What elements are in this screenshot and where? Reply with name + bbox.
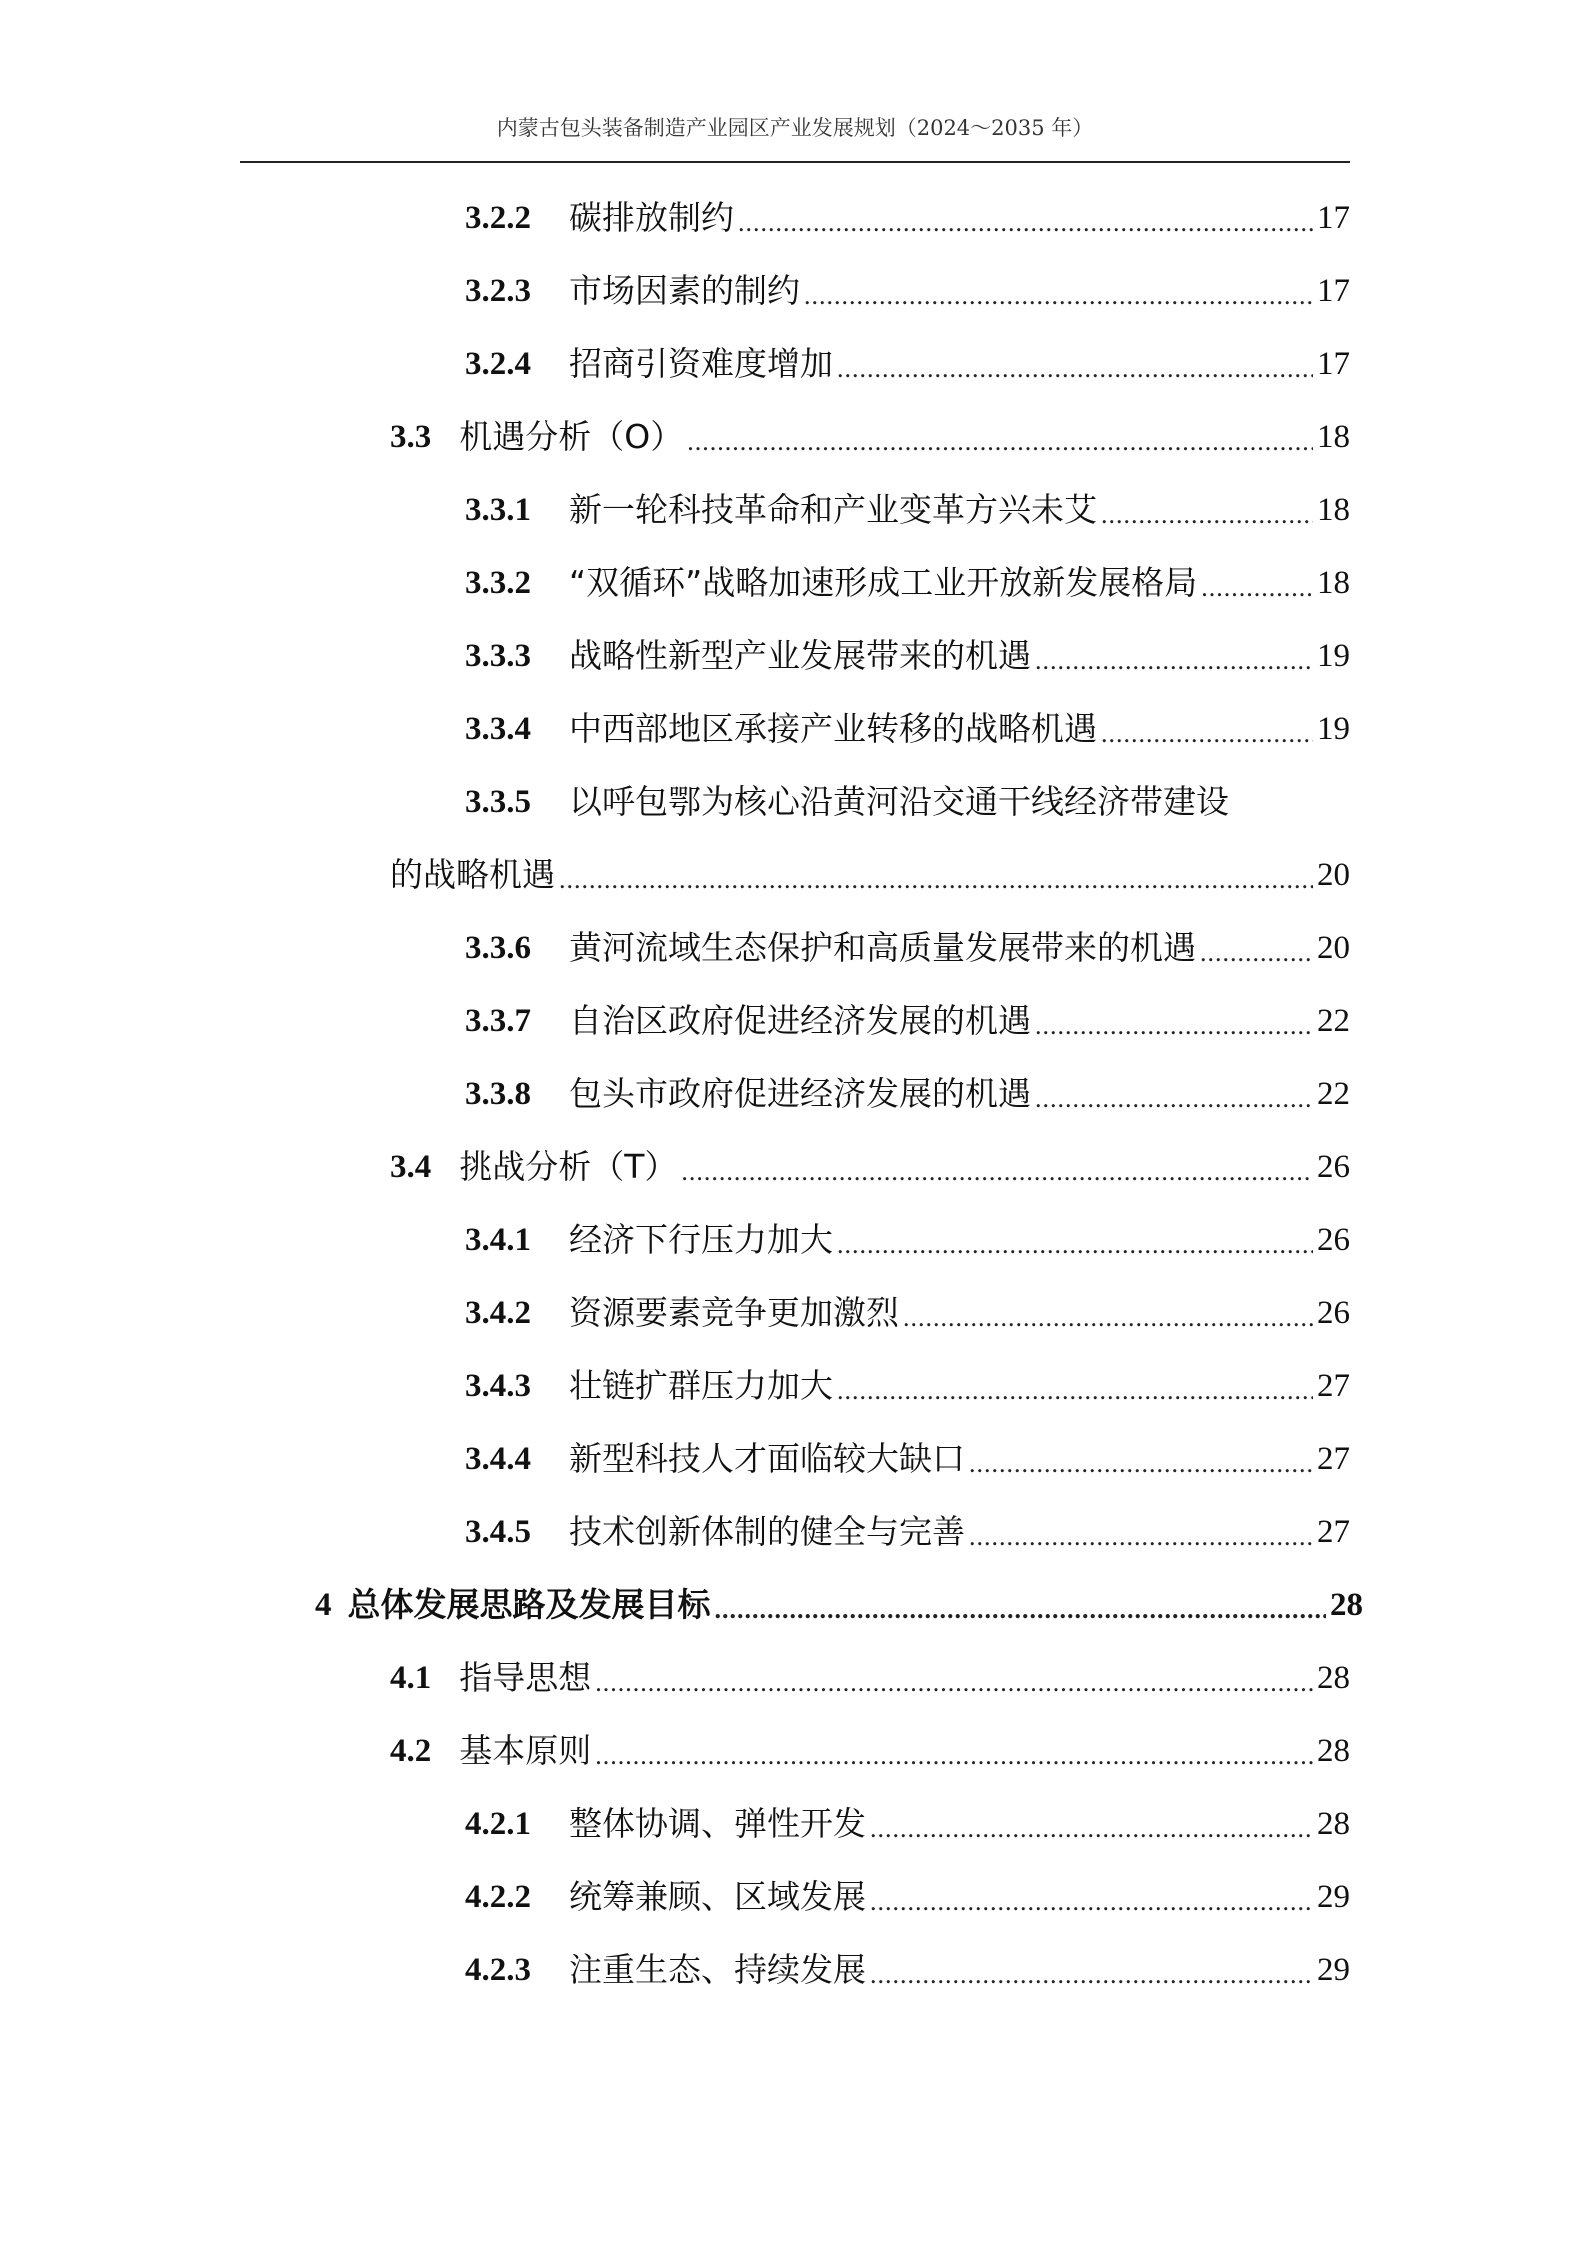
toc-leader-dots [969,1449,1313,1479]
toc-entry[interactable] [465,1210,1350,1260]
toc-leader-dots [870,1887,1313,1917]
toc-entry-title: 中西部地区承接产业转移的战略机遇 [569,709,1097,748]
toc-entry-page: 18 [1317,492,1350,528]
toc-entry[interactable] [390,1137,1350,1187]
toc-entry-title-continuation: 的战略机遇 [390,855,555,894]
header-divider [240,161,1350,163]
toc-entry[interactable] [390,1648,1350,1698]
toc-leader-dots [1035,1011,1313,1041]
toc-entry-number: 4.2.1 [465,1806,531,1842]
toc-entry[interactable] [465,626,1350,676]
toc-entry-title: 资源要素竞争更加激烈 [569,1293,899,1332]
toc-entry-page: 22 [1317,1076,1350,1112]
toc-leader-dots [1200,938,1313,968]
toc-chapter-entry[interactable] [315,1575,1363,1625]
toc-leader-dots [1101,719,1313,749]
toc-leader-dots [804,281,1313,311]
toc-entry-number: 3.3.7 [465,1003,531,1039]
toc-entry-title: 招商引资难度增加 [569,344,833,383]
toc-entry-title: 黄河流域生态保护和高质量发展带来的机遇 [569,928,1196,967]
toc-entry[interactable] [465,1064,1350,1114]
toc-entry-number: 3.3.6 [465,930,531,966]
toc-entry-page: 26 [1317,1149,1350,1185]
toc-leader-dots [1035,646,1313,676]
toc-leader-dots [595,1668,1313,1698]
toc-entry[interactable] [465,261,1350,311]
toc-entry[interactable] [465,334,1350,384]
toc-entry-number: 4.2 [390,1733,432,1769]
toc-entry-page: 17 [1317,200,1350,236]
toc-entry[interactable] [465,188,1350,238]
toc-entry[interactable] [465,1502,1350,1552]
toc-entry[interactable] [465,918,1350,968]
toc-entry[interactable] [465,1356,1350,1406]
toc-entry-number: 3.2.3 [465,273,531,309]
toc-entry-continuation[interactable] [390,845,1350,895]
toc-leader-dots [738,208,1313,238]
toc-entry-number: 4 [315,1587,332,1623]
toc-entry[interactable] [465,1867,1350,1917]
toc-leader-dots [1101,500,1313,530]
toc-entry-number: 3.3 [390,419,432,455]
toc-entry-number: 3.4.2 [465,1295,531,1331]
toc-entry-page: 29 [1317,1952,1350,1988]
toc-leader-dots [903,1303,1313,1333]
toc-entry[interactable] [390,407,1350,457]
toc-entry-number: 3.4.1 [465,1222,531,1258]
toc-leader-dots [595,1741,1313,1771]
toc-entry-page: 29 [1317,1879,1350,1915]
toc-entry-title: 市场因素的制约 [569,271,800,310]
toc-entry-number: 3.4.4 [465,1441,531,1477]
toc-entry-title: 碳排放制约 [569,198,734,237]
toc-entry-page: 26 [1317,1295,1350,1331]
toc-entry-title: 注重生态、持续发展 [569,1950,866,1989]
toc-leader-dots [969,1522,1313,1552]
toc-entry-number: 3.3.4 [465,711,531,747]
toc-entry-title: 指导思想 [459,1658,592,1697]
toc-leader-dots [1035,1084,1313,1114]
toc-entry-page: 26 [1317,1222,1350,1258]
toc-entry-title: 基本原则 [459,1731,592,1770]
toc-entry[interactable] [465,1794,1350,1844]
toc-entry-title: 整体协调、弹性开发 [569,1804,866,1843]
toc-entry-page: 18 [1317,419,1350,455]
toc-entry-title: 壮链扩群压力加大 [569,1366,833,1405]
toc-entry-page: 28 [1317,1806,1350,1842]
toc-leader-dots [559,865,1313,895]
toc-leader-dots [870,1814,1313,1844]
toc-leader-dots [681,1157,1313,1187]
toc-entry[interactable] [465,1283,1350,1333]
toc-entry-number: 3.3.8 [465,1076,531,1112]
toc-entry-number: 3.3.5 [465,784,531,820]
toc-entry[interactable] [465,772,1350,822]
toc-leader-dots [837,354,1313,384]
toc-entry-title: 挑战分析（T） [459,1147,678,1186]
toc-entry[interactable] [465,699,1350,749]
toc-entry-page: 18 [1317,565,1350,601]
toc-entry-title: 以呼包鄂为核心沿黄河沿交通干线经济带建设 [569,782,1229,821]
toc-entry-number: 3.3.2 [465,565,531,601]
toc-leader-dots [837,1230,1313,1260]
toc-entry-title: 新型科技人才面临较大缺口 [569,1439,965,1478]
toc-entry-page: 19 [1317,711,1350,747]
toc-leader-dots [837,1376,1313,1406]
toc-entry-page: 17 [1317,346,1350,382]
toc-entry-title: 机遇分析（O） [459,417,684,456]
toc-entry-number: 3.4 [390,1149,432,1185]
toc-entry-number: 4.1 [390,1660,432,1696]
toc-leader-dots [870,1960,1313,1990]
toc-entry[interactable] [465,480,1350,530]
toc-entry-page: 27 [1317,1368,1350,1404]
toc-entry[interactable] [390,1721,1350,1771]
toc-entry-number: 3.4.3 [465,1368,531,1404]
toc-entry-page: 27 [1317,1441,1350,1477]
toc-leader-dots [1201,573,1313,603]
toc-entry-page: 28 [1317,1733,1350,1769]
toc-entry-number: 3.3.3 [465,638,531,674]
toc-entry-page: 20 [1317,857,1350,893]
toc-leader-dots [687,427,1313,457]
toc-entry-title: 战略性新型产业发展带来的机遇 [569,636,1031,675]
toc-entry[interactable] [465,553,1350,603]
toc-entry-title: “双循环”战略加速形成工业开放新发展格局 [569,563,1198,602]
toc-entry-title: 统筹兼顾、区域发展 [569,1877,866,1916]
toc-entry[interactable] [465,1940,1350,1990]
toc-entry-number: 4.2.3 [465,1952,531,1988]
toc-entry-title: 经济下行压力加大 [569,1220,833,1259]
toc-entry-number: 3.4.5 [465,1514,531,1550]
toc-entry-title: 总体发展思路及发展目标 [347,1585,711,1624]
toc-entry-title: 技术创新体制的健全与完善 [569,1512,965,1551]
toc-entry-number: 4.2.2 [465,1879,531,1915]
toc-entry[interactable] [465,991,1350,1041]
toc-entry-number: 3.2.2 [465,200,531,236]
toc-entry-page: 28 [1317,1660,1350,1696]
toc-entry-page: 19 [1317,638,1350,674]
toc-entry-number: 3.2.4 [465,346,531,382]
toc-entry-title: 包头市政府促进经济发展的机遇 [569,1074,1031,1113]
toc-entry-page: 27 [1317,1514,1350,1550]
page-header-title: 内蒙古包头装备制造产业园区产业发展规划（2024～2035 年） [496,116,1094,140]
toc-entry-page: 17 [1317,273,1350,309]
toc-entry-title: 自治区政府促进经济发展的机遇 [569,1001,1031,1040]
toc-entry-page: 28 [1330,1587,1363,1623]
toc-entry[interactable] [465,1429,1350,1479]
toc-entry-title: 新一轮科技革命和产业变革方兴未艾 [569,490,1097,529]
toc-leader-dots [715,1595,1327,1625]
toc-entry-page: 22 [1317,1003,1350,1039]
toc-entry-page: 20 [1317,930,1350,966]
toc-entry-number: 3.3.1 [465,492,531,528]
